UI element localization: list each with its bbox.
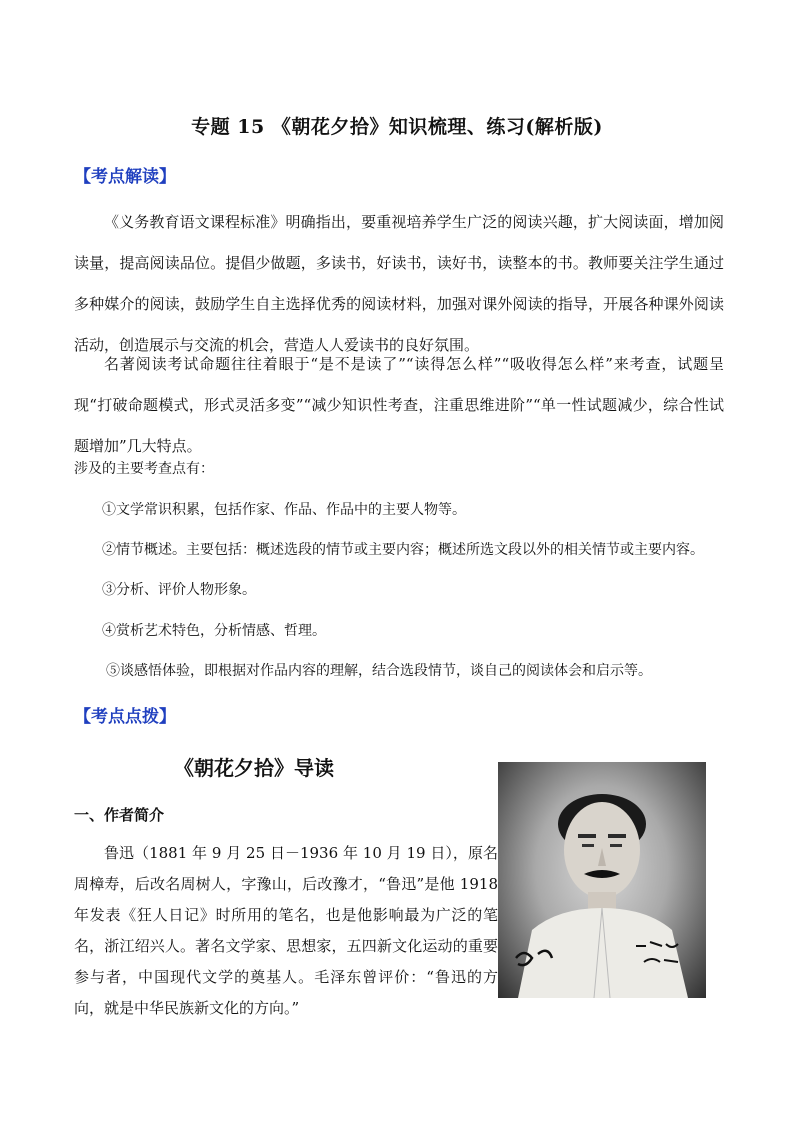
exam-point-item: ③分析、评价人物形象。 [102, 582, 256, 598]
paragraph-curriculum-standard: 《义务教育语文课程标准》明确指出，要重视培养学生广泛的阅读兴趣，扩大阅读面，增加阅读量，提高阅读品位。提倡少做题，多读书，好读书，读好书，读整本的书。教师要关注学生通过多种媒介的阅读，鼓励学生自主选择优秀的阅读材料，加强对课外阅读的指导，开展各种课外阅读活动，创造展示与交流的机会，营造人人爱读书的良好氛围。 [74, 213, 724, 354]
portrait-illustration [498, 762, 706, 998]
section-heading-exam-interpretation: 【考点解读】 [74, 167, 176, 187]
reading-guide-title: 《朝花夕拾》导读 [174, 756, 334, 780]
author-portrait-photo [498, 762, 706, 998]
exam-point-item: ②情节概述。主要包括：概述选段的情节或主要内容；概述所选文段以外的相关情节或主要内容。 [102, 542, 704, 558]
exam-point-item: ①文学常识积累，包括作家、作品、作品中的主要人物等。 [102, 502, 466, 518]
document-title: 专题 15 《朝花夕拾》知识梳理、练习(解析版) [191, 116, 603, 138]
author-intro-heading: 一、作者简介 [74, 806, 165, 824]
paragraph-exam-features: 名著阅读考试命题往往着眼于“是不是读了”“读得怎么样”“吸收得怎么样”来考查，试题呈现“打破命题模式，形式灵活多变”“减少知识性考查，注重思维进阶”“单一性试题减少，综合性试题增加”几大特点。 [74, 355, 724, 455]
author-bio-paragraph: 鲁迅（1881 年 9 月 25 日－1936 年 10 月 19 日），原名周樟寿，后改名周树人，字豫山，后改豫才，“鲁迅”是他 1918 年发表《狂人日记》时所用的笔名，也是他影响最为广泛的笔名，浙江绍兴人。著名文学家、思想家，五四新文化运动的重要参与者，中国现代文学的奠基人。毛泽东曾评价：“鲁迅的方向，就是中华民族新文化的方向。” [74, 844, 498, 1017]
section-heading-exam-guidance: 【考点点拨】 [74, 707, 176, 727]
exam-points-intro: 涉及的主要考查点有： [74, 461, 214, 477]
exam-point-item: ⑤谈感悟体验，即根据对作品内容的理解，结合选段情节，谈自己的阅读体会和启示等。 [106, 663, 652, 679]
exam-point-item: ④赏析艺术特色，分析情感、哲理。 [102, 623, 326, 639]
